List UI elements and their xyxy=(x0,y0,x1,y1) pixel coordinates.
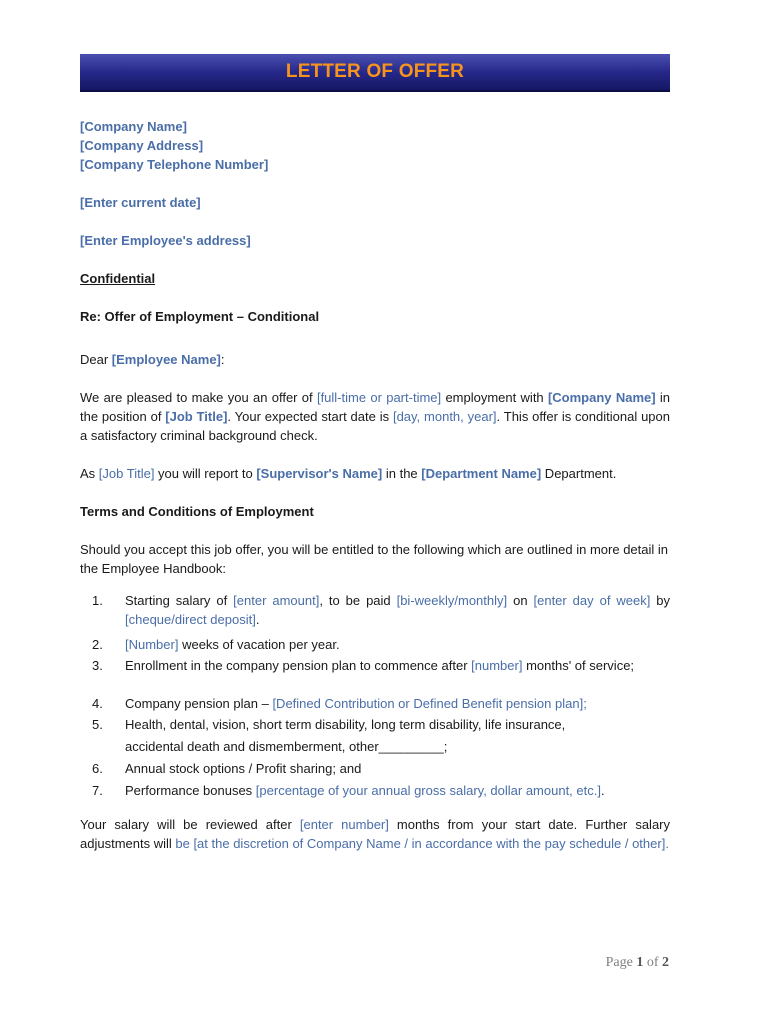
entitlements-intro: Should you accept this job offer, you will be entitled to the following which are outlined in more detail in the Employee Handbook: xyxy=(80,542,669,576)
title-banner xyxy=(80,54,670,92)
page-number: Page 1 of 2 xyxy=(605,955,669,970)
current-date: [Enter current date] xyxy=(80,195,201,210)
re-line: Re: Offer of Employment – Conditional xyxy=(80,309,320,324)
confidential-text: Confidential xyxy=(80,271,156,286)
confidential-label xyxy=(80,269,670,288)
company-info xyxy=(80,117,670,174)
document-page: LETTER OF OFFER [Company Name] [Company Address] [Company Telephone Number] [Enter current date] [Enter Employee's address] Confidential Re: Offer of Employment – Conditional Dear [Employee Name]: We are pleased to make you an offer of [full-time or part-time] employment with [Company Name] in the position of [Job Title]. Your expected start date is [day, month, year]. This offer is conditional upon a satisfactory criminal background check. As [Job Title] you will report to [Supervisor's Name] in the [Department Name] Department. Terms and Conditions of Employment Should you accept this job offer, you will be entitled to the following which are outlined in more detail in the Employee Handbook: 1. Starting salary of [enter amount], to be paid [bi-weekly/monthly] on [enter day of week] by [cheque/direct deposit]. 2. [Number] weeks of vacation per year. 3. Enrollment in the company pension plan to commence after [number] months' of service; 4. Company pension plan – [Defined Contribution or Defined Benefit pension plan]; 5. Health, dental, vision, short term disability, long term disability, life insurance, accidental death and dismemberment, other_________; 6. Annual stock options / Profit sharing; and 7. Performance bonuses [percentage of your annual gross salary, dollar amount, etc.]. Your salary will be reviewed after [enter number] months from your start date. Further salary adjustments will be [at the discretion of Company Name / in accordance with the pay schedule / other]. Page 1 of 2 xyxy=(0,0,770,1024)
employee-name: [Employee Name] xyxy=(111,352,221,367)
company-phone: [Company Telephone Number] xyxy=(80,157,269,172)
company-address: [Company Address] xyxy=(80,138,204,153)
terms-heading: Terms and Conditions of Employment xyxy=(80,504,314,519)
salary-review-paragraph: Your salary will be reviewed after [enter number] months from your start date. Further salary adjustments will be [at the discretion of Company Name / in accordance with the pay schedule / other]. xyxy=(80,817,671,851)
reporting-paragraph: As [Job Title] you will report to [Supervisor's Name] in the [Department Name] Department. xyxy=(80,466,617,481)
offer-paragraph: We are pleased to make you an offer of [full-time or part-time] employment with [Company Name] in the position of [Job Title]. Your expected start date is [day, month, year]. This offer is conditional upon a satisfactory criminal background check. xyxy=(80,390,670,443)
company-name: [Company Name] xyxy=(80,119,187,134)
salutation: Dear [Employee Name]: xyxy=(80,352,225,367)
document-title: LETTER OF OFFER xyxy=(285,61,465,82)
employee-address: [Enter Employee's address] xyxy=(80,233,251,248)
